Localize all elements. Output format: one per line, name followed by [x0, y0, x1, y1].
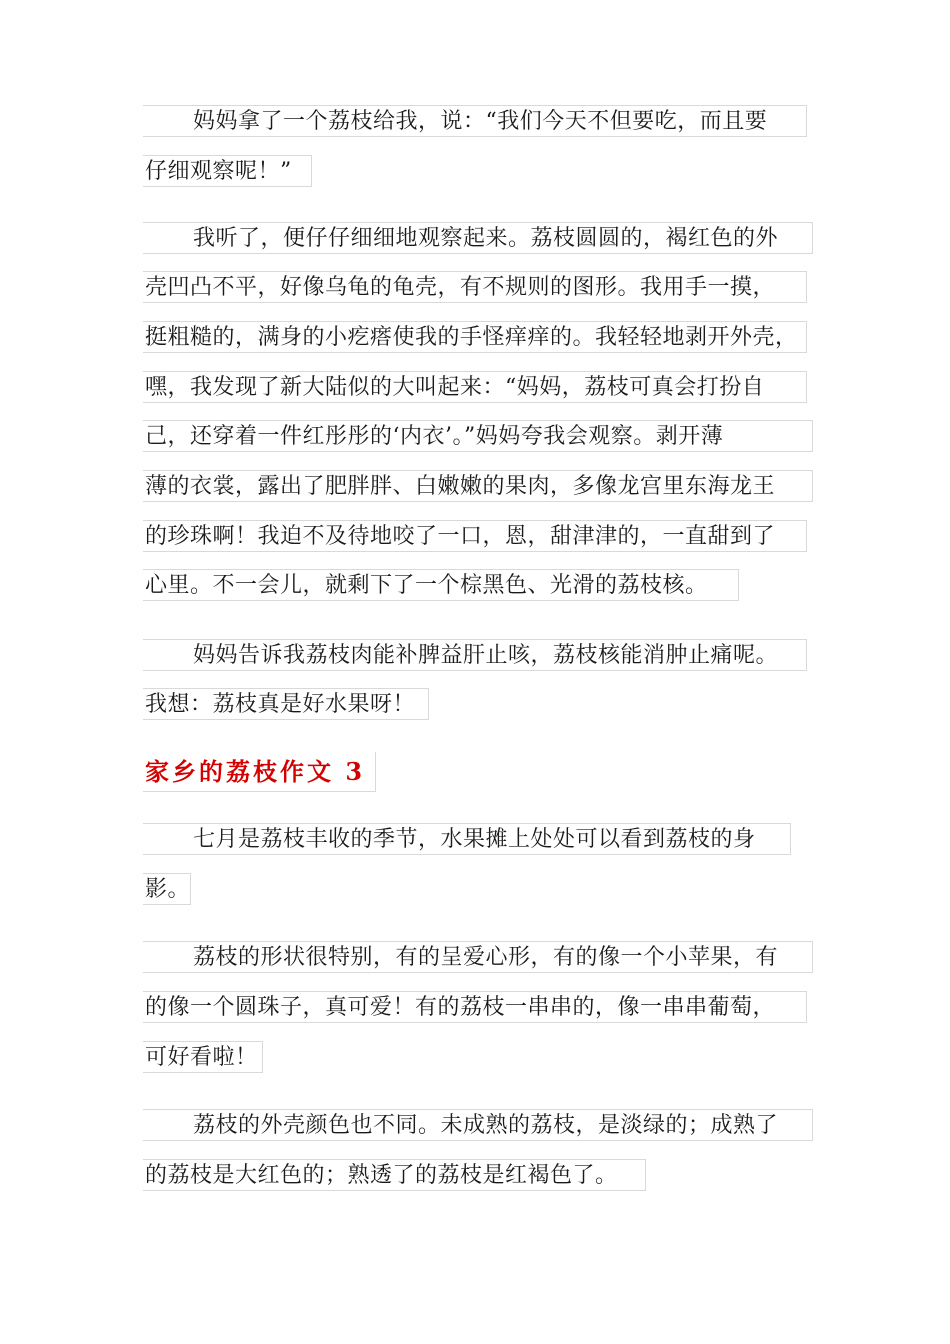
paragraph-2-line-6: 薄的衣裳，露出了肥胖胖、白嫩嫩的果肉，多像龙宫里东海龙王: [143, 470, 813, 502]
paragraph-3-line-1: 妈妈告诉我荔枝肉能补脾益肝止咳，荔枝核能消肿止痛呢。: [143, 639, 807, 671]
paragraph-5-line-1: 荔枝的形状很特别，有的呈爱心形，有的像一个小苹果，有: [143, 941, 813, 973]
paragraph-4-line-2: 影。: [143, 873, 191, 905]
section-heading: 家乡的荔枝作文 3: [143, 752, 376, 792]
paragraph-1-line-1: 妈妈拿了一个荔枝给我，说：“我们今天不但要吃，而且要: [143, 105, 807, 137]
paragraph-3-line-2: 我想：荔枝真是好水果呀！: [143, 688, 429, 720]
paragraph-2-line-8: 心里。不一会儿，就剩下了一个棕黑色、光滑的荔枝核。: [143, 569, 739, 601]
paragraph-2-line-4: 嘿，我发现了新大陆似的大叫起来：“妈妈，荔枝可真会打扮自: [143, 371, 807, 403]
paragraph-2-line-3: 挺粗糙的，满身的小疙瘩使我的手怪痒痒的。我轻轻地剥开外壳，: [143, 321, 807, 353]
paragraph-2-line-7: 的珍珠啊！我迫不及待地咬了一口，恩，甜津津的，一直甜到了: [143, 520, 807, 552]
paragraph-6-line-1: 荔枝的外壳颜色也不同。未成熟的荔枝，是淡绿的；成熟了: [143, 1109, 813, 1141]
paragraph-5-line-2: 的像一个圆珠子，真可爱！有的荔枝一串串的，像一串串葡萄，: [143, 991, 807, 1023]
paragraph-2-line-2: 壳凹凸不平，好像乌龟的龟壳，有不规则的图形。我用手一摸，: [143, 271, 807, 303]
paragraph-6-line-2: 的荔枝是大红色的；熟透了的荔枝是红褐色了。: [143, 1159, 646, 1191]
paragraph-4-line-1: 七月是荔枝丰收的季节，水果摊上处处可以看到荔枝的身: [143, 823, 791, 855]
paragraph-5-line-3: 可好看啦！: [143, 1041, 263, 1073]
paragraph-1-line-2: 仔细观察呢！”: [143, 155, 312, 187]
paragraph-2-line-1: 我听了，便仔仔细细地观察起来。荔枝圆圆的，褐红色的外: [143, 222, 813, 254]
paragraph-2-line-5: 己，还穿着一件红彤彤的‘内衣’。”妈妈夸我会观察。剥开薄: [143, 420, 813, 452]
